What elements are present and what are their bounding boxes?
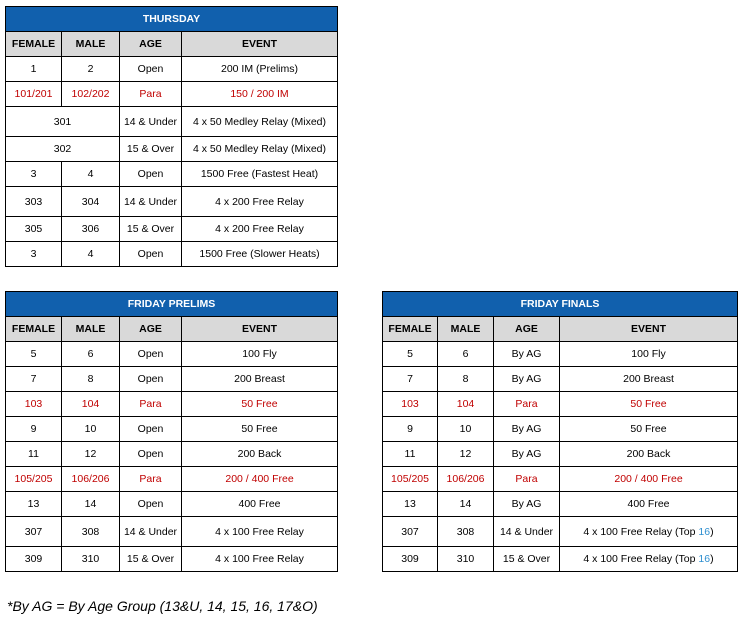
female-cell: 1 xyxy=(6,57,62,82)
mixed-cell: 302 xyxy=(6,137,120,162)
table-row xyxy=(6,82,338,107)
mixed-cell: 301 xyxy=(6,107,120,137)
event-cell xyxy=(560,517,738,547)
table-row xyxy=(6,547,338,572)
female-cell: 13 xyxy=(6,492,62,517)
table-row xyxy=(383,467,738,492)
male-cell: 10 xyxy=(62,417,120,442)
event-cell: 400 Free xyxy=(182,492,338,517)
male-cell: 10 xyxy=(438,417,494,442)
age-cell: Open xyxy=(120,342,182,367)
age-cell: Open xyxy=(120,57,182,82)
friday-finals-table xyxy=(382,291,738,572)
event-cell: 4 x 100 Free Relay xyxy=(182,547,338,572)
male-cell: 104 xyxy=(62,392,120,417)
male-cell: 6 xyxy=(62,342,120,367)
male-cell: 12 xyxy=(438,442,494,467)
female-cell: 5 xyxy=(6,342,62,367)
male-cell: 6 xyxy=(438,342,494,367)
event-text: 4 x 100 Free Relay (Top xyxy=(583,525,699,538)
female-cell: 7 xyxy=(383,367,438,392)
event-cell: 50 Free xyxy=(560,392,738,417)
age-cell: Open xyxy=(120,442,182,467)
male-cell: 8 xyxy=(438,367,494,392)
age-cell: 14 & Under xyxy=(120,187,182,217)
event-cell: 200 / 400 Free xyxy=(560,467,738,492)
table-row xyxy=(6,217,338,242)
col-female: FEMALE xyxy=(6,317,62,342)
table-row xyxy=(6,417,338,442)
male-cell: 106/206 xyxy=(438,467,494,492)
table-row xyxy=(6,57,338,82)
male-cell: 304 xyxy=(62,187,120,217)
table-row xyxy=(6,107,338,137)
male-cell: 12 xyxy=(62,442,120,467)
event-cell: 4 x 50 Medley Relay (Mixed) xyxy=(182,107,338,137)
event-cell xyxy=(560,547,738,572)
female-cell: 103 xyxy=(383,392,438,417)
col-event: EVENT xyxy=(182,317,338,342)
female-cell: 105/205 xyxy=(383,467,438,492)
event-cell: 100 Fly xyxy=(560,342,738,367)
top-count-highlight: 16 xyxy=(698,525,711,538)
col-male: MALE xyxy=(62,317,120,342)
female-cell: 303 xyxy=(6,187,62,217)
table-row xyxy=(6,162,338,187)
event-cell: 50 Free xyxy=(182,417,338,442)
female-cell: 103 xyxy=(6,392,62,417)
footnote: *By AG = By Age Group (13&U, 14, 15, 16, 17&O) xyxy=(7,598,318,614)
col-age: AGE xyxy=(120,317,182,342)
age-cell: Open xyxy=(120,417,182,442)
female-cell: 305 xyxy=(6,217,62,242)
female-cell: 105/205 xyxy=(6,467,62,492)
col-female: FEMALE xyxy=(6,32,62,57)
top-count-highlight: 16 xyxy=(698,553,711,565)
table-row xyxy=(6,137,338,162)
male-cell: 2 xyxy=(62,57,120,82)
table-row xyxy=(6,187,338,217)
male-cell: 310 xyxy=(62,547,120,572)
event-cell: 150 / 200 IM xyxy=(182,82,338,107)
table-row xyxy=(6,517,338,547)
table-row xyxy=(383,492,738,517)
event-text-end: ) xyxy=(710,525,714,538)
male-cell: 306 xyxy=(62,217,120,242)
male-cell: 102/202 xyxy=(62,82,120,107)
col-male: MALE xyxy=(438,317,494,342)
age-cell: 14 & Under xyxy=(494,517,560,547)
event-cell: 200 IM (Prelims) xyxy=(182,57,338,82)
col-event: EVENT xyxy=(182,32,338,57)
table-row xyxy=(383,392,738,417)
table-row xyxy=(6,392,338,417)
event-cell: 200 Breast xyxy=(182,367,338,392)
table-row xyxy=(6,242,338,267)
female-cell: 11 xyxy=(6,442,62,467)
table-row xyxy=(383,517,738,547)
male-cell: 310 xyxy=(438,547,494,572)
event-cell: 200 Back xyxy=(560,442,738,467)
table-row xyxy=(383,417,738,442)
event-text-end: ) xyxy=(710,553,714,565)
age-cell: Para xyxy=(120,467,182,492)
table-row xyxy=(383,367,738,392)
table-row xyxy=(6,442,338,467)
age-cell: 14 & Under xyxy=(120,107,182,137)
age-cell: 15 & Over xyxy=(120,217,182,242)
event-cell: 200 Back xyxy=(182,442,338,467)
friday-prelims-table xyxy=(5,291,338,572)
age-cell: 15 & Over xyxy=(120,137,182,162)
table-row xyxy=(6,467,338,492)
female-cell: 13 xyxy=(383,492,438,517)
age-cell: 15 & Over xyxy=(494,547,560,572)
male-cell: 8 xyxy=(62,367,120,392)
age-cell: By AG xyxy=(494,367,560,392)
table-row xyxy=(383,342,738,367)
table-row xyxy=(383,547,738,572)
age-cell: Open xyxy=(120,367,182,392)
event-text: 4 x 100 Free Relay (Top xyxy=(583,553,699,565)
age-cell: Open xyxy=(120,492,182,517)
female-cell: 3 xyxy=(6,242,62,267)
age-cell: Para xyxy=(120,392,182,417)
age-cell: Open xyxy=(120,162,182,187)
event-cell: 1500 Free (Slower Heats) xyxy=(182,242,338,267)
male-cell: 14 xyxy=(62,492,120,517)
female-cell: 7 xyxy=(6,367,62,392)
female-cell: 9 xyxy=(383,417,438,442)
table-row xyxy=(383,442,738,467)
female-cell: 307 xyxy=(6,517,62,547)
age-cell: Para xyxy=(120,82,182,107)
col-male: MALE xyxy=(62,32,120,57)
age-cell: By AG xyxy=(494,417,560,442)
age-cell: Para xyxy=(494,467,560,492)
age-cell: By AG xyxy=(494,342,560,367)
event-cell: 4 x 200 Free Relay xyxy=(182,187,338,217)
event-cell: 4 x 50 Medley Relay (Mixed) xyxy=(182,137,338,162)
event-cell: 1500 Free (Fastest Heat) xyxy=(182,162,338,187)
male-cell: 104 xyxy=(438,392,494,417)
table-row xyxy=(6,492,338,517)
male-cell: 308 xyxy=(62,517,120,547)
age-cell: 14 & Under xyxy=(120,517,182,547)
female-cell: 9 xyxy=(6,417,62,442)
female-cell: 11 xyxy=(383,442,438,467)
event-cell: 400 Free xyxy=(560,492,738,517)
female-cell: 5 xyxy=(383,342,438,367)
age-cell: 15 & Over xyxy=(120,547,182,572)
age-cell: Para xyxy=(494,392,560,417)
event-cell: 4 x 100 Free Relay xyxy=(182,517,338,547)
age-cell: Open xyxy=(120,242,182,267)
event-cell: 50 Free xyxy=(560,417,738,442)
col-age: AGE xyxy=(494,317,560,342)
female-cell: 101/201 xyxy=(6,82,62,107)
event-cell: 4 x 200 Free Relay xyxy=(182,217,338,242)
female-cell: 309 xyxy=(6,547,62,572)
col-female: FEMALE xyxy=(383,317,438,342)
friday-finals-title: FRIDAY FINALS xyxy=(383,292,738,317)
male-cell: 4 xyxy=(62,162,120,187)
col-event: EVENT xyxy=(560,317,738,342)
friday-prelims-title: FRIDAY PRELIMS xyxy=(6,292,338,317)
event-cell: 200 Breast xyxy=(560,367,738,392)
male-cell: 308 xyxy=(438,517,494,547)
event-cell: 50 Free xyxy=(182,392,338,417)
col-age: AGE xyxy=(120,32,182,57)
table-row xyxy=(6,367,338,392)
event-cell: 100 Fly xyxy=(182,342,338,367)
male-cell: 14 xyxy=(438,492,494,517)
female-cell: 307 xyxy=(383,517,438,547)
female-cell: 3 xyxy=(6,162,62,187)
table-row xyxy=(6,342,338,367)
age-cell: By AG xyxy=(494,442,560,467)
male-cell: 4 xyxy=(62,242,120,267)
event-cell: 200 / 400 Free xyxy=(182,467,338,492)
thursday-table xyxy=(5,6,338,267)
female-cell: 309 xyxy=(383,547,438,572)
male-cell: 106/206 xyxy=(62,467,120,492)
thursday-title: THURSDAY xyxy=(6,7,338,32)
age-cell: By AG xyxy=(494,492,560,517)
